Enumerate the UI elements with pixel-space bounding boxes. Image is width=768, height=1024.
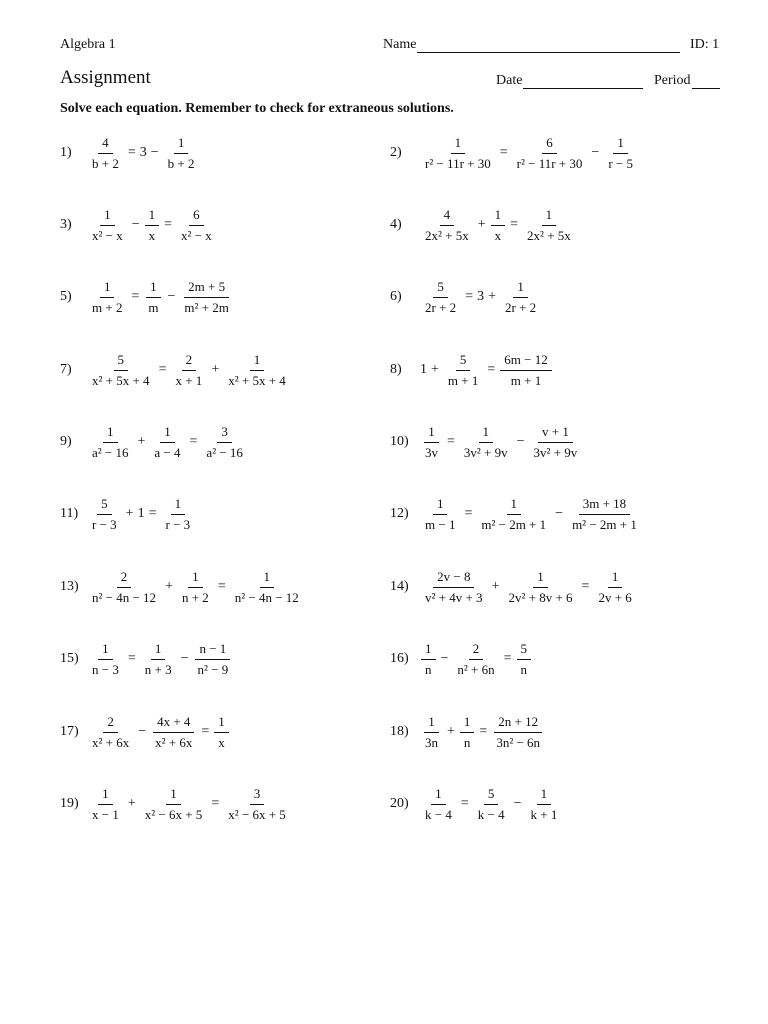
period-blank-line xyxy=(692,74,720,89)
instructions: Solve each equation. Remember to check for extraneous solutions. xyxy=(60,101,454,116)
fraction xyxy=(500,352,551,389)
equation xyxy=(85,714,232,751)
operator: = xyxy=(510,217,519,232)
numerator: 2 xyxy=(103,714,118,733)
denominator: 3v² + 9v xyxy=(463,444,508,460)
operator: − xyxy=(440,651,449,666)
denominator: 2x² + 5x xyxy=(425,227,469,243)
equation xyxy=(85,786,293,823)
problem-number: 19) xyxy=(60,796,79,811)
numerator: 2 xyxy=(117,569,132,588)
denominator: b + 2 xyxy=(167,155,195,171)
denominator: m + 2 xyxy=(92,299,123,315)
numerator: 1 xyxy=(451,135,466,154)
problem-4 xyxy=(390,203,578,247)
denominator: n + 3 xyxy=(144,661,172,677)
problem-number: 10) xyxy=(390,434,409,449)
fraction xyxy=(594,569,635,606)
numerator: 1 xyxy=(98,641,113,660)
problem-number: 4) xyxy=(390,217,402,232)
numerator: n − 1 xyxy=(195,641,230,660)
problem-number: 1) xyxy=(60,145,72,160)
problem-number: 3) xyxy=(60,217,72,232)
problem-number: 9) xyxy=(60,434,72,449)
fraction xyxy=(88,496,121,533)
equation xyxy=(85,207,219,244)
fraction xyxy=(421,641,436,678)
operator: = xyxy=(127,651,136,666)
fraction xyxy=(491,207,506,244)
problem-number: 17) xyxy=(60,724,79,739)
numerator: 1 xyxy=(100,207,115,226)
fraction xyxy=(421,786,456,823)
operator: = xyxy=(158,362,167,377)
problem-number: 7) xyxy=(60,362,72,377)
operator: + xyxy=(137,434,146,449)
problem-number: 2) xyxy=(390,145,402,160)
denominator: n xyxy=(520,661,528,677)
denominator: x² − 6x + 5 xyxy=(228,806,286,822)
fraction xyxy=(523,207,575,244)
numerator: 1 xyxy=(513,279,528,298)
fraction xyxy=(453,641,498,678)
operator: − xyxy=(513,796,522,811)
fraction xyxy=(177,207,216,244)
denominator: x + 1 xyxy=(175,372,203,388)
numerator: 1 xyxy=(491,207,506,226)
denominator: n − 3 xyxy=(92,661,119,677)
equation xyxy=(418,135,640,172)
fraction xyxy=(144,279,162,316)
equation xyxy=(418,207,578,244)
numerator: 1 xyxy=(507,496,522,515)
numerator: 1 xyxy=(160,424,175,443)
period-label: Period xyxy=(654,73,691,88)
fraction xyxy=(145,207,160,244)
numerator: 1 xyxy=(424,424,439,443)
numerator: 1 xyxy=(433,496,448,515)
operator: + xyxy=(447,724,455,739)
problem-10 xyxy=(390,420,584,464)
denominator: x² + 6x xyxy=(92,734,130,750)
operator: = xyxy=(131,289,140,304)
fraction xyxy=(88,424,133,461)
problem-1 xyxy=(60,131,202,175)
denominator: 2v² + 8v + 6 xyxy=(508,589,573,605)
denominator: x xyxy=(494,227,502,243)
problem-number: 14) xyxy=(390,579,409,594)
fraction xyxy=(88,569,160,606)
numerator: 1 xyxy=(171,496,186,515)
denominator: n² − 9 xyxy=(197,661,229,677)
denominator: n xyxy=(463,734,471,750)
page-title: Assignment xyxy=(60,67,151,88)
numerator: 4 xyxy=(98,135,113,154)
denominator: v² + 4v + 3 xyxy=(425,589,483,605)
numerator: 4x + 4 xyxy=(153,714,194,733)
problem-5 xyxy=(60,275,236,319)
problem-number: 8) xyxy=(390,362,402,377)
operator: = xyxy=(464,506,473,521)
denominator: m + 1 xyxy=(447,372,479,388)
denominator: m² − 2m + 1 xyxy=(572,516,637,532)
fraction xyxy=(88,352,154,389)
numerator: 6m − 12 xyxy=(500,352,551,371)
fraction xyxy=(88,641,123,678)
problem-number: 15) xyxy=(60,651,79,666)
operator: = xyxy=(127,145,136,160)
fraction xyxy=(421,569,487,606)
problem-19 xyxy=(60,782,293,826)
problem-14 xyxy=(390,565,639,609)
problem-2 xyxy=(390,131,640,175)
denominator: 2r + 2 xyxy=(425,299,457,315)
fraction xyxy=(444,352,482,389)
period-field xyxy=(654,73,720,89)
denominator: k + 1 xyxy=(530,806,558,822)
numerator: 5 xyxy=(114,352,129,371)
fraction xyxy=(202,424,247,461)
numerator: 1 xyxy=(100,279,115,298)
equation xyxy=(418,496,644,533)
denominator: a² − 16 xyxy=(206,444,243,460)
fraction xyxy=(150,424,184,461)
operator: = xyxy=(189,434,198,449)
equation xyxy=(418,569,639,606)
denominator: n² − 4n − 12 xyxy=(92,589,157,605)
numerator: 2 xyxy=(182,352,197,371)
numerator: 1 xyxy=(424,714,439,733)
operator: = xyxy=(211,796,220,811)
equation xyxy=(418,279,543,316)
operator: − xyxy=(167,289,176,304)
numerator: 1 xyxy=(250,352,265,371)
numerator: 5 xyxy=(484,786,499,805)
numerator: 4 xyxy=(440,207,455,226)
fraction xyxy=(224,352,290,389)
denominator: n² + 6n xyxy=(457,661,495,677)
denominator: n xyxy=(425,661,432,677)
numerator: 1 xyxy=(613,135,628,154)
denominator: r − 3 xyxy=(92,516,117,532)
equation xyxy=(418,786,564,823)
numerator: 1 xyxy=(533,569,548,588)
fraction xyxy=(151,714,196,751)
constant-term: 1 xyxy=(137,506,145,521)
operator: = xyxy=(487,362,496,377)
numerator: 1 xyxy=(214,714,229,733)
date-label: Date xyxy=(496,73,523,88)
fraction xyxy=(224,786,290,823)
numerator: 1 xyxy=(608,569,623,588)
operator: + xyxy=(127,796,136,811)
name-blank-line xyxy=(417,38,680,53)
fraction xyxy=(421,279,460,316)
denominator: x xyxy=(148,227,156,243)
fraction xyxy=(88,207,127,244)
operator: + xyxy=(491,579,500,594)
denominator: a² − 16 xyxy=(92,444,129,460)
denominator: m² + 2m xyxy=(184,299,229,315)
fraction xyxy=(161,496,194,533)
fraction xyxy=(421,207,473,244)
operator: = xyxy=(217,579,226,594)
problem-20 xyxy=(390,782,564,826)
numerator: 2m + 5 xyxy=(184,279,229,298)
fraction xyxy=(530,424,582,461)
denominator: k − 4 xyxy=(425,806,452,822)
numerator: 3 xyxy=(250,786,265,805)
operator: − xyxy=(131,217,140,232)
equation xyxy=(85,279,236,316)
problem-number: 12) xyxy=(390,506,409,521)
operator: − xyxy=(516,434,525,449)
denominator: 3n xyxy=(425,734,438,750)
fraction xyxy=(194,641,233,678)
problem-18 xyxy=(390,710,547,754)
equation xyxy=(418,714,547,751)
equation xyxy=(85,424,250,461)
numerator: 5 xyxy=(97,496,112,515)
fraction xyxy=(474,786,509,823)
fraction xyxy=(568,496,641,533)
constant-term: 3 xyxy=(139,145,147,160)
fraction xyxy=(88,135,123,172)
problem-3 xyxy=(60,203,219,247)
fraction xyxy=(460,424,512,461)
fraction xyxy=(214,714,229,751)
denominator: 3v² + 9v xyxy=(533,444,578,460)
fraction xyxy=(88,279,126,316)
denominator: 3n² − 6n xyxy=(496,734,541,750)
numerator: v + 1 xyxy=(538,424,573,443)
operator: = xyxy=(148,506,157,521)
denominator: r − 5 xyxy=(608,155,633,171)
constant-term: 3 xyxy=(477,289,485,304)
fraction xyxy=(492,714,544,751)
fraction xyxy=(460,714,475,751)
operator: − xyxy=(180,651,189,666)
constant-term: 1 xyxy=(420,362,427,377)
operator: + xyxy=(211,362,220,377)
operator: − xyxy=(150,145,159,160)
operator: = xyxy=(581,579,590,594)
numerator: 3 xyxy=(217,424,232,443)
denominator: x xyxy=(218,734,225,750)
numerator: 1 xyxy=(421,641,436,660)
problem-11 xyxy=(60,492,197,536)
numerator: 1 xyxy=(479,424,494,443)
operator: = xyxy=(465,289,474,304)
problem-7 xyxy=(60,348,293,392)
problem-number: 18) xyxy=(390,724,409,739)
denominator: x − 1 xyxy=(92,806,119,822)
numerator: 5 xyxy=(517,641,532,660)
numerator: 1 xyxy=(146,279,161,298)
operator: = xyxy=(164,217,173,232)
equation xyxy=(418,352,555,389)
denominator: b + 2 xyxy=(92,155,119,171)
fraction xyxy=(477,496,550,533)
numerator: 1 xyxy=(431,786,446,805)
numerator: 2n + 12 xyxy=(494,714,542,733)
fraction xyxy=(421,135,495,172)
numerator: 2 xyxy=(469,641,484,660)
equation xyxy=(85,641,235,678)
fraction xyxy=(88,786,123,823)
numerator: 1 xyxy=(103,424,118,443)
fraction xyxy=(141,786,207,823)
denominator: x² + 5x + 4 xyxy=(92,372,150,388)
name-field xyxy=(383,37,680,53)
fraction xyxy=(501,279,540,316)
numerator: 1 xyxy=(166,786,181,805)
date-blank-line xyxy=(523,74,643,89)
numerator: 1 xyxy=(537,786,552,805)
problem-number: 13) xyxy=(60,579,79,594)
operator: − xyxy=(555,506,564,521)
problem-number: 5) xyxy=(60,289,72,304)
problem-17 xyxy=(60,710,232,754)
numerator: 1 xyxy=(542,207,557,226)
worksheet-id: ID: 1 xyxy=(690,37,720,52)
operator: + xyxy=(431,362,439,377)
numerator: 1 xyxy=(151,641,166,660)
fraction xyxy=(421,714,442,751)
denominator: m − 1 xyxy=(425,516,456,532)
equation xyxy=(85,569,306,606)
problem-6 xyxy=(390,275,543,319)
operator: + xyxy=(165,579,173,594)
operator: = xyxy=(499,145,508,160)
problem-13 xyxy=(60,565,306,609)
operator: + xyxy=(125,506,134,521)
fraction xyxy=(517,641,532,678)
denominator: x² + 5x + 4 xyxy=(228,372,286,388)
operator: = xyxy=(201,724,210,739)
problem-12 xyxy=(390,492,644,536)
denominator: x² − x xyxy=(92,227,123,243)
fraction xyxy=(504,569,576,606)
denominator: 2x² + 5x xyxy=(527,227,571,243)
denominator: a − 4 xyxy=(154,444,181,460)
operator: + xyxy=(488,289,496,304)
problem-number: 20) xyxy=(390,796,409,811)
denominator: n² − 4n − 12 xyxy=(234,589,299,605)
numerator: 2v − 8 xyxy=(433,569,474,588)
numerator: 1 xyxy=(145,207,160,226)
numerator: 5 xyxy=(433,279,448,298)
problem-8 xyxy=(390,348,555,392)
problem-number: 16) xyxy=(390,651,409,666)
numerator: 1 xyxy=(460,714,475,733)
operator: = xyxy=(447,434,455,449)
equation xyxy=(85,352,293,389)
equation xyxy=(418,424,584,461)
numerator: 6 xyxy=(542,135,557,154)
fraction xyxy=(527,786,562,823)
fraction xyxy=(421,496,459,533)
problem-16 xyxy=(390,637,534,681)
fraction xyxy=(231,569,303,606)
denominator: r² − 11r + 30 xyxy=(516,155,583,171)
problem-15 xyxy=(60,637,235,681)
denominator: r² − 11r + 30 xyxy=(425,155,491,171)
denominator: 3v xyxy=(425,444,438,460)
fraction xyxy=(178,569,213,606)
denominator: x² + 6x xyxy=(155,734,193,750)
numerator: 1 xyxy=(98,786,113,805)
problem-number: 11) xyxy=(60,506,79,521)
fraction xyxy=(171,352,206,389)
numerator: 3m + 18 xyxy=(579,496,630,515)
course-name: Algebra 1 xyxy=(60,37,116,52)
denominator: n + 2 xyxy=(181,589,209,605)
numerator: 6 xyxy=(189,207,204,226)
denominator: m + 1 xyxy=(510,372,542,388)
numerator: 1 xyxy=(174,135,189,154)
date-field xyxy=(496,73,643,89)
equation xyxy=(418,641,534,678)
name-label: Name xyxy=(383,37,417,52)
operator: = xyxy=(460,796,469,811)
denominator: x² − 6x + 5 xyxy=(144,806,203,822)
numerator: 1 xyxy=(188,569,203,588)
fraction xyxy=(164,135,199,172)
fraction xyxy=(141,641,176,678)
fraction xyxy=(513,135,587,172)
denominator: k − 4 xyxy=(477,806,505,822)
problem-number: 6) xyxy=(390,289,402,304)
equation xyxy=(85,135,202,172)
fraction xyxy=(88,714,133,751)
problem-9 xyxy=(60,420,250,464)
numerator: 5 xyxy=(456,352,471,371)
fraction xyxy=(604,135,637,172)
operator: + xyxy=(477,217,486,232)
operator: = xyxy=(503,651,512,666)
denominator: m² − 2m + 1 xyxy=(481,516,547,532)
operator: − xyxy=(591,145,600,160)
operator: = xyxy=(479,724,488,739)
fraction xyxy=(421,424,442,461)
numerator: 1 xyxy=(260,569,275,588)
denominator: r − 3 xyxy=(165,516,191,532)
equation xyxy=(85,496,197,533)
operator: − xyxy=(138,724,147,739)
fraction xyxy=(180,279,232,316)
denominator: m xyxy=(148,299,159,315)
denominator: 2r + 2 xyxy=(504,299,537,315)
denominator: 2v + 6 xyxy=(598,589,632,605)
denominator: x² − x xyxy=(181,227,212,243)
